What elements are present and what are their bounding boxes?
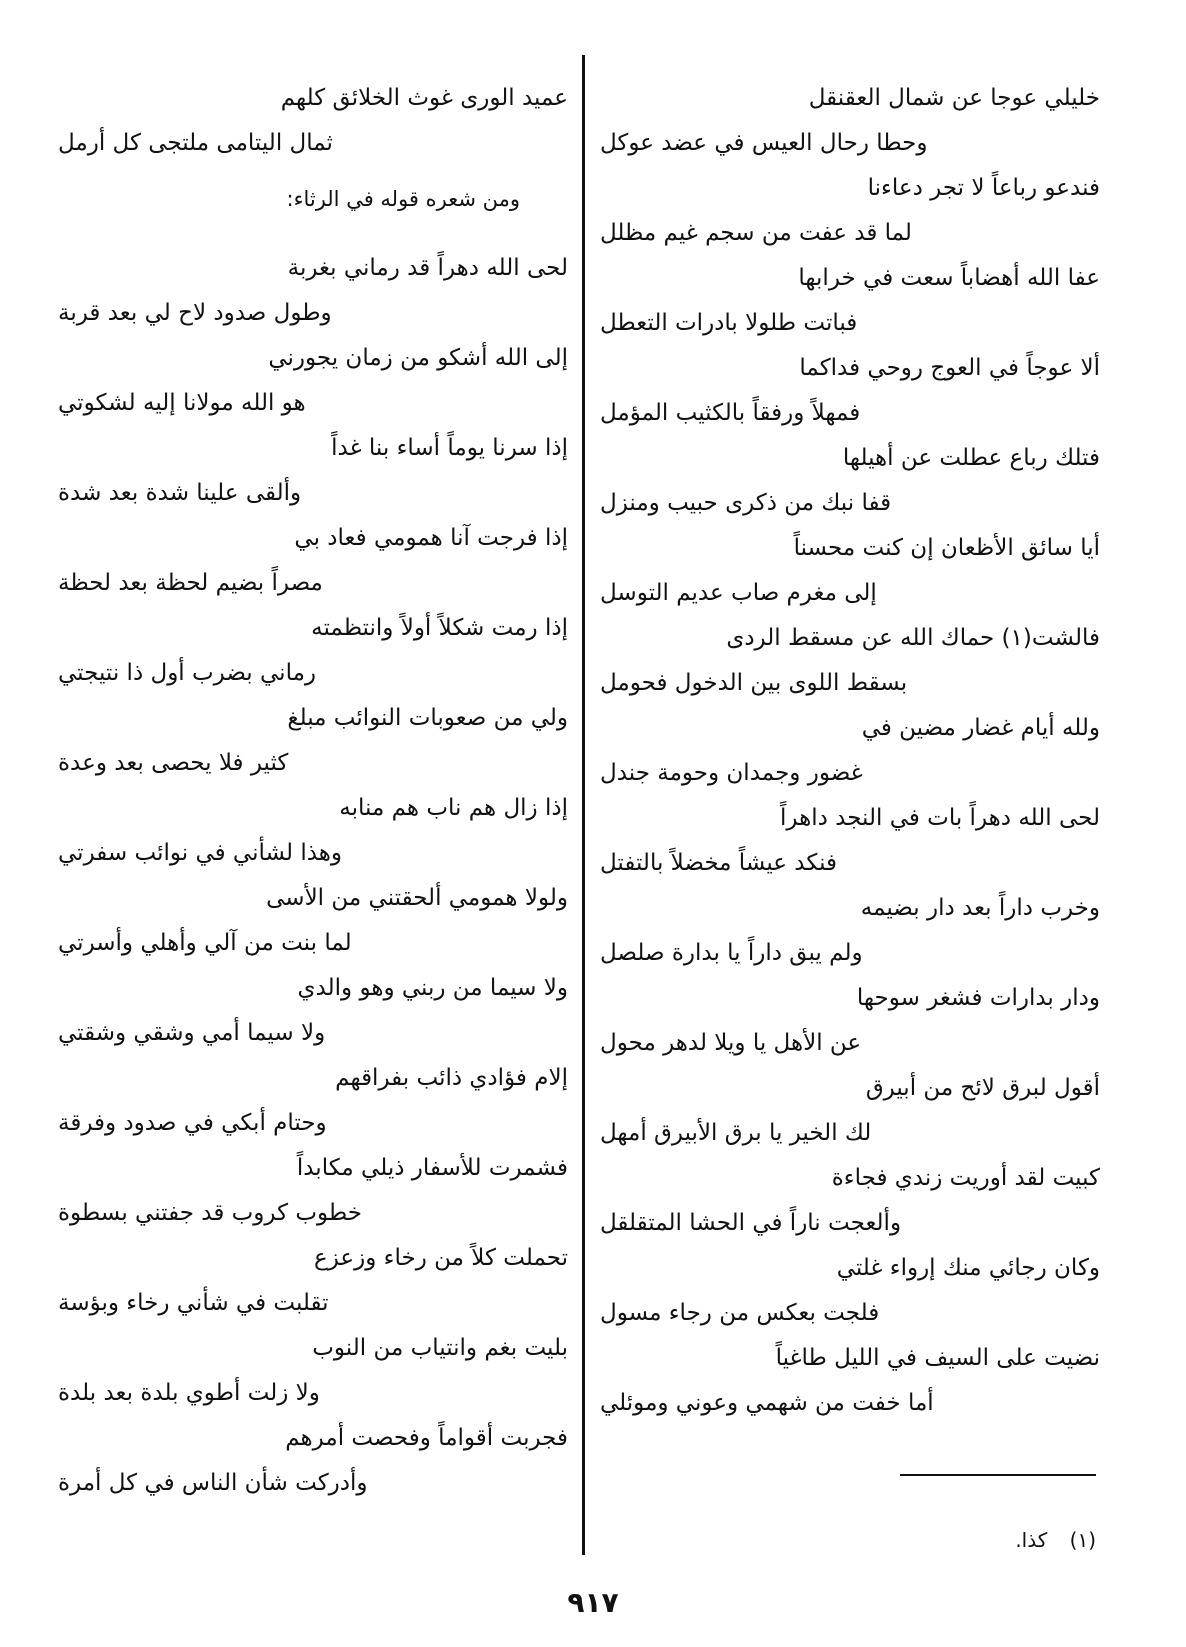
verse-line: ولولا همومي ألحقتني من الأسى bbox=[266, 885, 568, 911]
verse-line: قفا نبك من ذكرى حبيب ومنزل bbox=[600, 490, 892, 516]
verse-line: إذا زال هم ناب هم منابه bbox=[339, 795, 568, 821]
verse-line: إلام فؤادي ذائب بفراقهم bbox=[335, 1065, 568, 1091]
verse-line: وطول صدود لاح لي بعد قربة bbox=[58, 300, 332, 326]
verse-line: ولا زلت أطوي بلدة بعد بلدة bbox=[58, 1380, 320, 1406]
verse-line: فشمرت للأسفار ذيلي مكابداً bbox=[296, 1155, 568, 1181]
verse-line: إذا فرجت آنا همومي فعاد بي bbox=[294, 525, 568, 551]
verse-line: هو الله مولانا إليه لشكوتي bbox=[58, 390, 306, 416]
verse-line: لحى الله دهراً بات في النجد داهراً bbox=[779, 805, 1100, 831]
verse-line: ولله أيام غضار مضين في bbox=[861, 715, 1100, 741]
verse-line: فالشت(١) حماك الله عن مسقط الردى bbox=[726, 625, 1100, 651]
verse-line: وحتام أبكي في صدود وفرقة bbox=[58, 1110, 327, 1136]
verse-line: وكان رجائي منك إرواء غلتي bbox=[836, 1255, 1100, 1281]
verse-line: نضيت على السيف في الليل طاغياً bbox=[775, 1345, 1100, 1371]
verse-line: فلجت بعكس من رجاء مسول bbox=[600, 1300, 880, 1326]
footnote-rule bbox=[900, 1474, 1096, 1476]
left-column bbox=[58, 76, 568, 1506]
page-number: ٩١٧ bbox=[567, 1586, 619, 1619]
verse-line: ثمال اليتامى ملتجى كل أرمل bbox=[58, 130, 333, 156]
verse-line: رماني بضرب أول ذا نتيجتي bbox=[58, 660, 317, 686]
verse-line: كبيت لقد أوريت زندي فجاءة bbox=[831, 1165, 1100, 1191]
verse-line: أقول لبرق لائح من أبيرق bbox=[865, 1075, 1100, 1101]
verse-line: كثير فلا يحصى بعد وعدة bbox=[58, 750, 289, 776]
verse-line: أيا سائق الأظعان إن كنت محسناً bbox=[793, 535, 1100, 561]
verse-line: بسقط اللوى بين الدخول فحومل bbox=[600, 670, 908, 696]
verse-line: فنكد عيشاً مخضلاً بالتفتل bbox=[600, 850, 838, 876]
verse-line: وخرب داراً بعد دار بضيمه bbox=[860, 895, 1100, 921]
column-divider bbox=[582, 55, 585, 1555]
verse-line: إذا رمت شكلاً أولاً وانتظمته bbox=[311, 615, 568, 641]
verse-line: وهذا لشأني في نوائب سفرتي bbox=[58, 840, 343, 866]
verse-line: ألا عوجاً في العوج روحي فداكما bbox=[799, 355, 1100, 381]
verse-line: لحى الله دهراً قد رماني بغربة bbox=[287, 255, 568, 281]
verse-line: لك الخير يا برق الأبيرق أمهل bbox=[600, 1120, 872, 1146]
verse-line: إلى مغرم صاب عديم التوسل bbox=[600, 580, 877, 606]
verse-line: فباتت طلولا بادرات التعطل bbox=[600, 310, 858, 336]
verse-line: فجربت أقواماً وفحصت أمرهم bbox=[285, 1425, 568, 1451]
footnote-marker: (١) bbox=[1069, 1528, 1096, 1552]
verse-line: وألقى علينا شدة بعد شدة bbox=[58, 480, 302, 506]
verse-line: لما قد عفت من سجم غيم مظلل bbox=[600, 220, 912, 246]
verse-line: ودار بدارات فشغر سوحها bbox=[856, 985, 1100, 1011]
verse-line: وألعجت ناراً في الحشا المتقلقل bbox=[600, 1210, 902, 1236]
verse-line: خليلي عوجا عن شمال العقنقل bbox=[808, 85, 1100, 111]
verse-line: فتلك رباع عطلت عن أهيلها bbox=[842, 445, 1100, 471]
verse-line: وحطا رحال العيس في عضد عوكل bbox=[600, 130, 928, 156]
verse-line: خطوب كروب قد جفتني بسطوة bbox=[58, 1200, 362, 1226]
verse-line: إلى الله أشكو من زمان يجورني bbox=[268, 345, 568, 371]
verse-line: وأدركت شأن الناس في كل أمرة bbox=[58, 1470, 368, 1496]
right-column bbox=[600, 76, 1100, 1426]
verse-line: تحملت كلاً من رخاء وزعزع bbox=[314, 1245, 568, 1271]
verse-line: لما بنت من آلي وأهلي وأسرتي bbox=[58, 930, 352, 956]
verse-line: إذا سرنا يوماً أساء بنا غداً bbox=[331, 435, 568, 461]
verse-line: فمهلاً ورفقاً بالكثيب المؤمل bbox=[600, 400, 861, 426]
section-heading: ومن شعره قوله في الرثاء: bbox=[286, 187, 520, 211]
section-spacer bbox=[58, 232, 568, 246]
verse-line: ولا سيما من ربني وهو والدي bbox=[297, 975, 568, 1001]
verse-line: تقلبت في شأني رخاء وبؤسة bbox=[58, 1290, 329, 1316]
footnote bbox=[900, 1524, 1096, 1556]
verse-line: بليت بغم وانتياب من النوب bbox=[312, 1335, 568, 1361]
verse-line: عفا الله أهضاباً سعت في خرابها bbox=[798, 265, 1100, 291]
footnote-text: كذا. bbox=[1015, 1528, 1048, 1552]
verse-line: عميد الورى غوث الخلائق كلهم bbox=[280, 85, 568, 111]
verse-line: أما خفت من شهمي وعوني وموئلي bbox=[600, 1390, 934, 1416]
verse-line: غضور وجمدان وحومة جندل bbox=[600, 760, 863, 786]
verse-line: ولم يبق داراً يا بدارة صلصل bbox=[600, 940, 863, 966]
verse-line: ولي من صعوبات النوائب مبلغ bbox=[287, 705, 568, 731]
verse-line: فندعو رباعاً لا تجر دعاءنا bbox=[867, 175, 1100, 201]
verse-line: مصراً بضيم لحظة بعد لحظة bbox=[58, 570, 323, 596]
verse-line: عن الأهل يا ويلا لدهر محول bbox=[600, 1030, 862, 1056]
verse-line: ولا سيما أمي وشقي وشقتي bbox=[58, 1020, 326, 1046]
